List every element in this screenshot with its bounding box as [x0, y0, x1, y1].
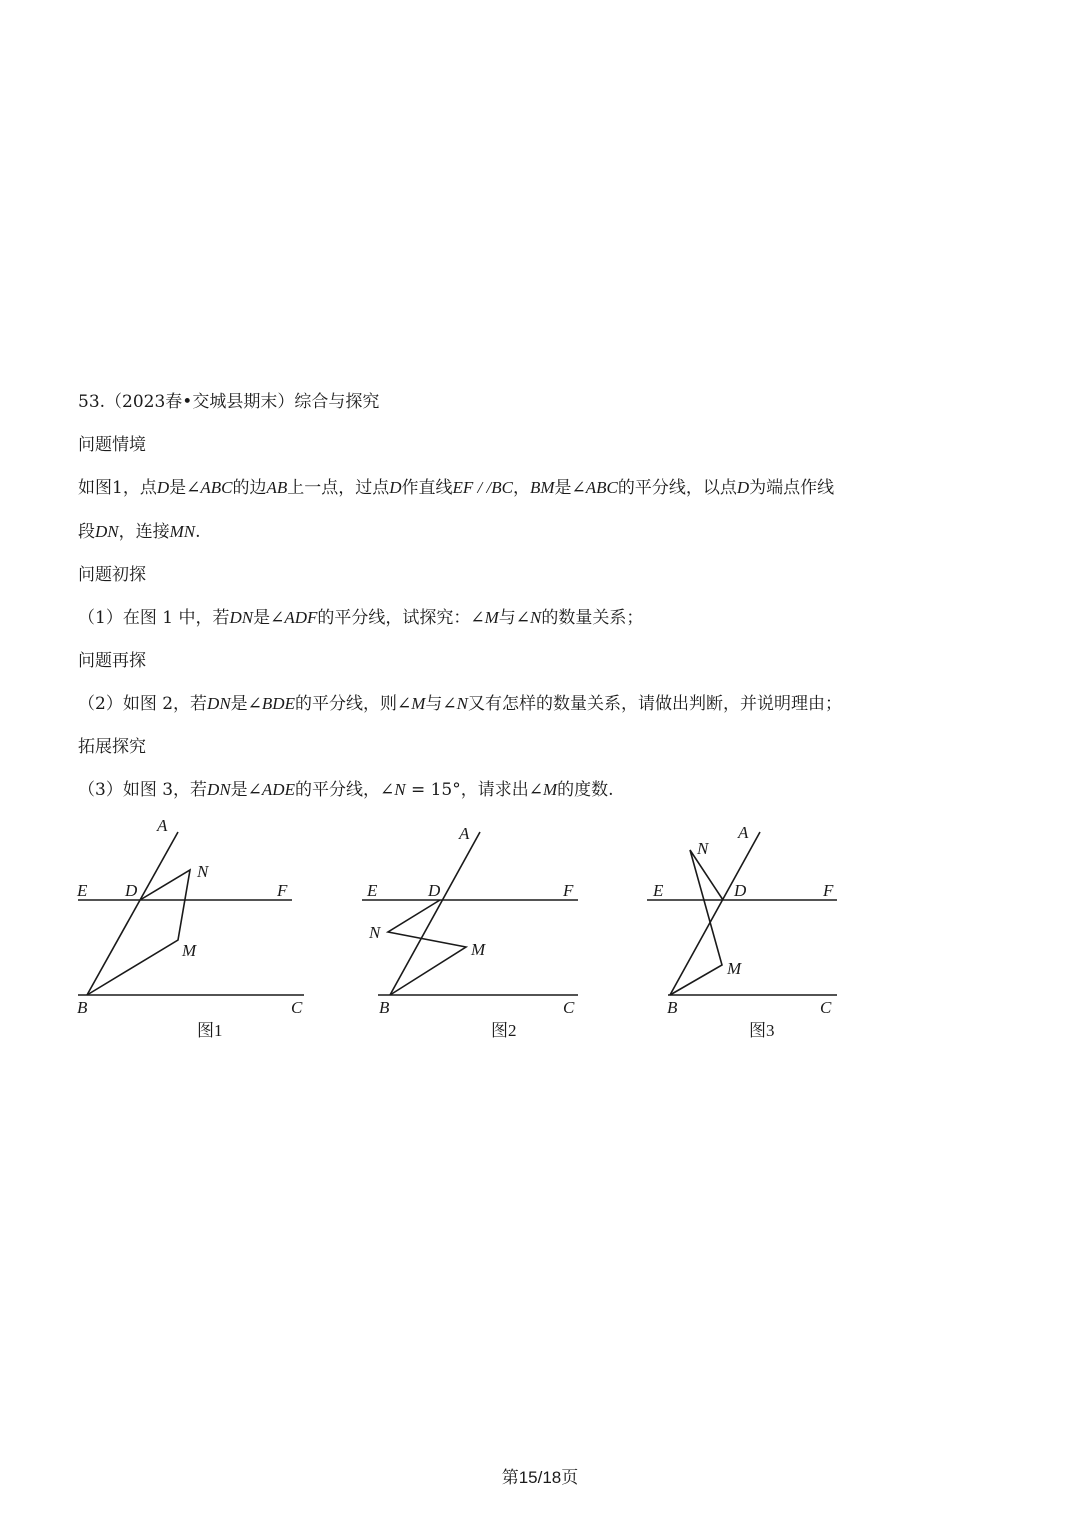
fig2-label-E: E — [367, 881, 378, 900]
fig2-path-BMND — [388, 900, 466, 995]
fig2-label-M: M — [471, 940, 486, 959]
fig1-label-E: E — [77, 881, 88, 900]
fig2-label-D: D — [428, 881, 441, 900]
question-3: （3）如图 3，若DN是∠ADE的平分线，∠N = 15°，请求出∠M的度数. — [78, 780, 614, 800]
fig2-caption: 图2 — [491, 1021, 517, 1040]
fig1-caption: 图1 — [197, 1021, 223, 1040]
fig1-label-D: D — [125, 881, 138, 900]
fig1-label-B: B — [77, 998, 88, 1017]
fig3-label-N: N — [697, 839, 709, 858]
fig3-label-F: F — [823, 881, 834, 900]
fig2-label-N: N — [369, 923, 381, 942]
fig1-label-N: N — [197, 862, 209, 881]
problem-header: 53.（2023春•交城县期末）综合与探究 — [78, 392, 380, 412]
fig1-label-M: M — [182, 941, 197, 960]
fig1-label-F: F — [277, 881, 288, 900]
fig1-path-BMND — [87, 870, 190, 995]
fig3-label-E: E — [653, 881, 664, 900]
paragraph-line-2: 段DN，连接MN. — [78, 522, 201, 542]
problem-source: （2023春•交城县期末）综合与探究 — [105, 392, 380, 412]
figure-1 — [76, 816, 304, 1040]
question-2: （2）如图 2，若DN是∠BDE的平分线，则∠M与∠N又有怎样的数量关系，请做出判断，并说明理由； — [78, 694, 842, 714]
figure-2 — [362, 824, 578, 1040]
section-heading-again: 问题再探 — [78, 651, 146, 671]
section-heading-extend: 拓展探究 — [78, 737, 146, 757]
fig3-path-BMND — [670, 850, 723, 995]
question-1: （1）在图 1 中，若DN是∠ADF的平分线，试探究：∠M与∠N的数量关系； — [78, 608, 644, 628]
fig3-label-C: C — [820, 998, 832, 1017]
fig3-line-BA — [670, 832, 760, 995]
section-heading-initial: 问题初探 — [78, 565, 146, 585]
paragraph-line-1: 如图1，点D是∠ABC的边AB上一点，过点D作直线EF / /BC，BM是∠ABC的平分线，以点D为端点作线 — [78, 478, 835, 498]
fig3-label-A: A — [738, 823, 749, 842]
fig2-label-C: C — [563, 998, 575, 1017]
fig3-label-M: M — [727, 959, 742, 978]
fig1-label-A: A — [157, 816, 168, 835]
fig3-caption: 图3 — [749, 1021, 775, 1040]
fig2-line-BA — [390, 832, 480, 995]
fig1-label-C: C — [291, 998, 303, 1017]
geometry-figures — [0, 810, 1080, 1060]
fig2-label-B: B — [379, 998, 390, 1017]
fig2-label-F: F — [563, 881, 574, 900]
page-footer: 第15/18页 — [501, 1468, 579, 1487]
fig3-label-B: B — [667, 998, 678, 1017]
fig3-label-D: D — [734, 881, 747, 900]
fig1-line-BA — [87, 832, 178, 995]
section-heading-context: 问题情境 — [78, 435, 146, 455]
fig2-label-A: A — [459, 824, 470, 843]
problem-number: 53 — [78, 392, 100, 412]
figure-3 — [647, 823, 837, 1040]
